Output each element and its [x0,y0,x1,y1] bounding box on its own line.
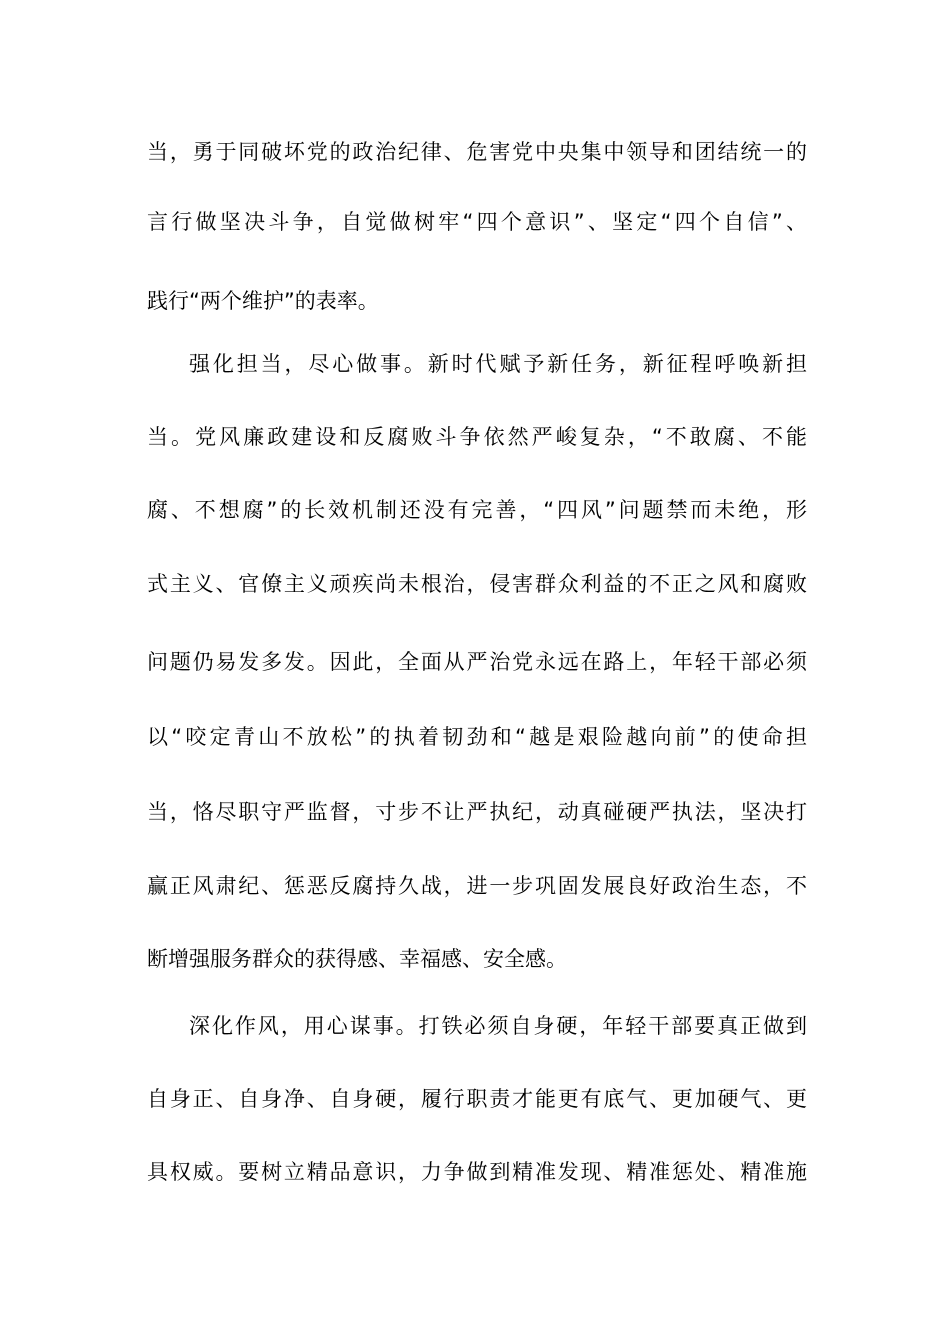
paragraph-line-9: 以“咬定青山不放松”的执着韧劲和“越是艰险越向前”的使命担 [147,725,807,749]
paragraph-line-14: 自身正、自身净、自身硬，履行职责才能更有底气、更加硬气、更 [147,1087,807,1111]
paragraph-line-11: 赢正风肃纪、惩恶反腐持久战，进一步巩固发展良好政治生态，不 [147,874,807,898]
paragraph-line-1: 当，勇于同破坏党的政治纪律、危害党中央集中领导和团结统一的 [147,140,807,164]
paragraph-line-13: 深化作风，用心谋事。打铁必须自身硬，年轻干部要真正做到 [189,1014,807,1038]
paragraph-line-7: 式主义、官僚主义顽疾尚未根治，侵害群众利益的不正之风和腐败 [147,572,807,596]
paragraph-line-8: 问题仍易发多发。因此，全面从严治党永远在路上，年轻干部必须 [147,650,807,674]
paragraph-line-10: 当，恪尽职守严监督，寸步不让严执纪，动真碰硬严执法，坚决打 [147,800,807,824]
paragraph-line-5: 当。党风廉政建设和反腐败斗争依然严峻复杂，“不敢腐、不能 [147,425,807,449]
paragraph-line-15: 具权威。要树立精品意识，力争做到精准发现、精准惩处、精准施 [147,1160,807,1184]
paragraph-line-6: 腐、不想腐”的长效机制还没有完善，“四风”问题禁而未绝，形 [147,498,807,522]
paragraph-line-2: 言行做坚决斗争，自觉做树牢“四个意识”、坚定“四个自信”、 [147,210,807,234]
paragraph-line-4: 强化担当，尽心做事。新时代赋予新任务，新征程呼唤新担 [189,352,807,376]
paragraph-line-3: 践行“两个维护”的表率。 [147,289,379,313]
paragraph-line-12: 断增强服务群众的获得感、幸福感、安全感。 [147,947,567,971]
